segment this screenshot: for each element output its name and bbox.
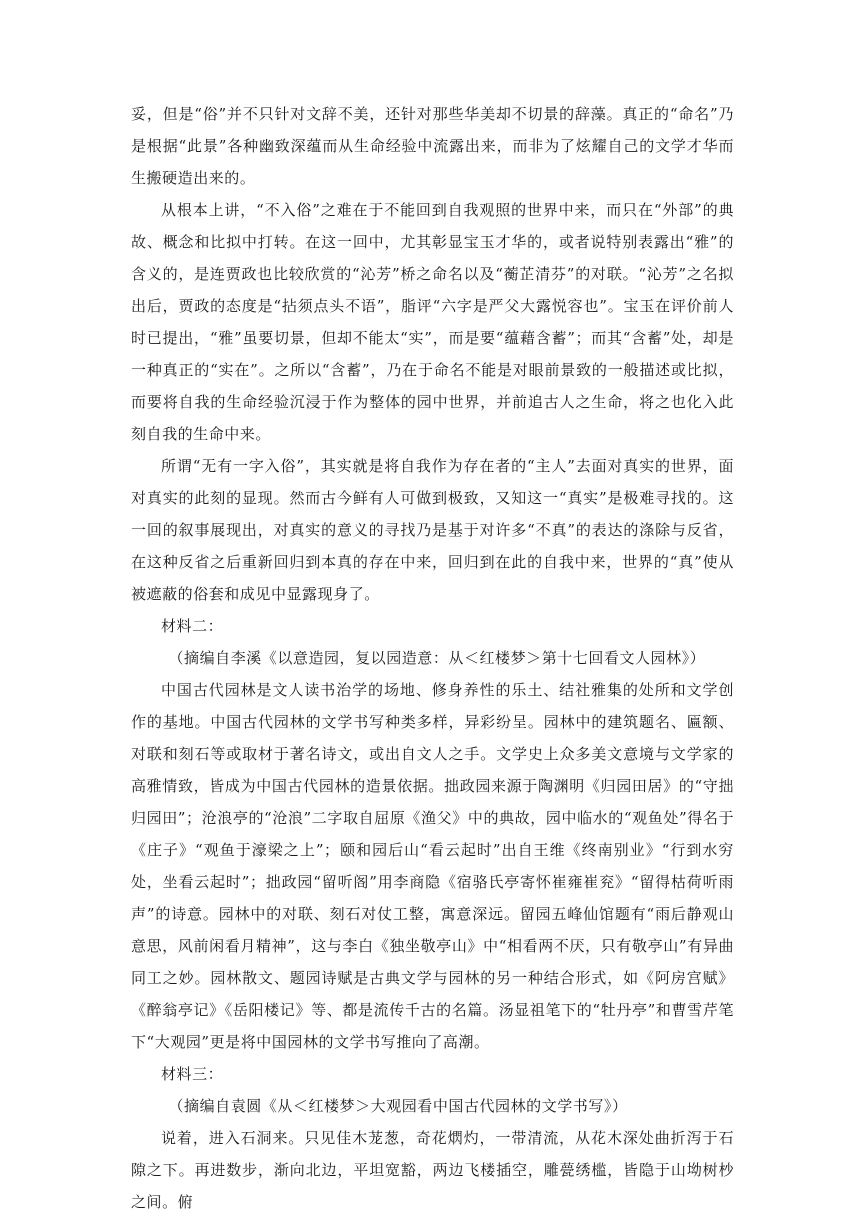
material-2-heading: 材料二： (161, 617, 224, 635)
paragraph-stone-cave: 说着，进入石洞来。只见佳木茏葱，奇花熌灼，一带清流，从花木深处曲折泻于石隙之下。再进数步，渐向北边，平坦宽豁，两边飞楼插空，雕甍绣槛，皆隐于山坳树杪之间。俯 (131, 1129, 734, 1211)
material-2-source: （摘编自李溪《以意造园，复以园造意：从＜红楼梦＞第十七回看文人园林》） (168, 649, 706, 667)
material-3-source: （摘编自袁圆《从＜红楼梦＞大观园看中国古代园林的文学书写》） (168, 1097, 628, 1115)
material-3-heading: 材料三： (161, 1065, 224, 1083)
paragraph-continuation: 妥，但是“俗”并不只针对文辞不美，还针对那些华美却不切景的辞藻。真正的“命名”乃是根据“此景”各种幽致深蕴而从生命经验中流露出来，而非为了炫耀自己的文学才华而生搬硬造出来的。 (131, 105, 734, 187)
paragraph-truth: 所谓“无有一字入俗”，其实就是将自我作为存在者的“主人”去面对真实的世界，面对真实的此刻的显现。然而古今鲜有人可做到极致，又知这一“真实”是极难寻找的。这一回的叙事展现出，对真实的意义的寻找乃是基于对许多“不真”的表达的涤除与反省，在这种反省之后重新回归到本真的存在中来，回归到在此的自我中来，世界的“真”使从被遮蔽的俗套和成见中显露现身了。 (131, 457, 734, 603)
paragraph-gardens-literature: 中国古代园林是文人读书治学的场地、修身养性的乐土、结社雅集的处所和文学创作的基地。中国古代园林的文学书写种类多样，异彩纷呈。园林中的建筑题名、匾额、对联和刻石等或取材于著名诗文，或出自文人之手。文学史上众多美文意境与文学家的高雅情致，皆成为中国古代园林的造景依据。拙政园来源于陶渊明《归园田居》的“守拙归园田”；沧浪亭的“沧浪”二字取自屈原《渔父》中的典故，园中临水的“观鱼处”得名于《庄子》“观鱼于濠梁之上”；颐和园后山“看云起时”出自王维《终南别业》“行到水穷处，坐看云起时”；拙政园“留听阁”用李商隐《宿骆氏亭寄怀崔雍崔兖》“留得枯荷听雨声”的诗意。园林中的对联、刻石对仗工整，寓意深远。留园五峰仙馆题有“雨后静观山意思，风前闲看月精神”，这与李白《独坐敬亭山》中“相看两不厌，只有敬亭山”有异曲同工之妙。园林散文、题园诗赋是古典文学与园林的另一种结合形式，如《阿房宫赋》《醉翁亭记》《岳阳楼记》等、都是流传千古的名篇。汤显祖笔下的“牡丹亭”和曹雪芹笔下“大观园”更是将中国园林的文学书写推向了高潮。 (131, 681, 734, 1051)
paragraph-not-vulgar: 从根本上讲，“不入俗”之难在于不能回到自我观照的世界中来，而只在“外部”的典故、概念和比拟中打转。在这一回中，尤其彰显宝玉才华的，或者说特别表露出“雅”的含义的，是连贾政也比较欣赏的“沁芳”桥之命名以及“蘅芷清芬”的对联。“沁芳”之名拟出后，贾政的态度是“拈须点头不语”，脂评“六字是严父大露悦容也”。宝玉在评价前人时已提出，“雅”虽要切景，但却不能太“实”，而是要“蕴藉含蓄”；而其“含蓄”处，却是一种真正的“实在”。之所以“含蓄”，乃在于命名不能是对眼前景致的一般描述或比拟，而要将自我的生命经验沉浸于作为整体的园中世界，并前追古人之生命，将之也化入此刻自我的生命中来。 (131, 201, 734, 443)
